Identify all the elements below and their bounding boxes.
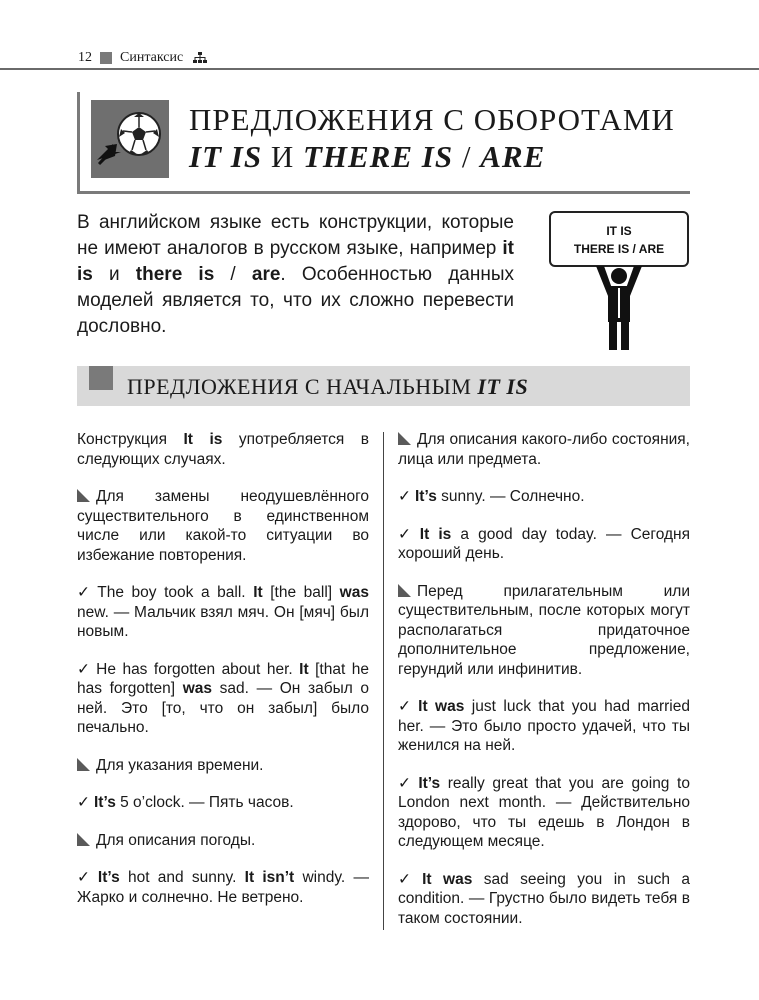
case-text: Для описания погоды. bbox=[96, 831, 256, 849]
intro-text-4: . Особенностью данных моделей является то, что их сложно перевести дословно. bbox=[77, 264, 514, 337]
check-icon: ✓ bbox=[398, 870, 419, 888]
example-bold: It bbox=[299, 660, 309, 678]
title-slash: / bbox=[453, 139, 481, 174]
sitemap-icon bbox=[193, 52, 207, 64]
title-conj: И bbox=[262, 139, 303, 174]
column-divider bbox=[383, 432, 384, 930]
title-bottom-bar bbox=[77, 191, 690, 194]
example-item bbox=[398, 487, 690, 507]
example-bold: It’s bbox=[97, 869, 120, 886]
sign-person-icon bbox=[548, 210, 690, 350]
header-square-icon bbox=[100, 52, 112, 64]
case-text: Для описания какого-либо состояния, лица или предмета. bbox=[398, 431, 690, 468]
example-text: The boy took a ball. bbox=[97, 584, 254, 601]
example-bold: It bbox=[253, 584, 263, 601]
check-icon: ✓ bbox=[77, 584, 94, 601]
example-bold: It was bbox=[422, 870, 473, 888]
intro-bold-2: there is bbox=[135, 264, 215, 285]
example-item bbox=[77, 793, 369, 813]
section-square-icon bbox=[89, 366, 113, 390]
left-column bbox=[77, 430, 369, 925]
right-column bbox=[398, 430, 690, 946]
triangle-bullet-icon bbox=[77, 489, 90, 502]
example-text: windy. — Жарко и солнечно. Не ветрено. bbox=[77, 869, 369, 906]
cursor-arrow-icon bbox=[97, 144, 121, 164]
example-item bbox=[398, 525, 690, 564]
example-item bbox=[398, 774, 690, 852]
example-text: new. — Мальчик взял мяч. Он [мяч] был новым. bbox=[77, 603, 369, 640]
case-item bbox=[398, 582, 690, 680]
section-heading-band bbox=[77, 366, 690, 406]
page-number: 12 bbox=[78, 50, 92, 65]
example-text: 5 o’clock. — Пять часов. bbox=[115, 794, 294, 811]
sign-line2: THERE IS / ARE bbox=[573, 242, 665, 256]
check-icon: ✓ bbox=[398, 774, 415, 792]
title-there-is: THERE IS bbox=[302, 139, 454, 174]
example-text: sad seeing you in such a condition. — Грустно было видеть тебя в таком состоянии. bbox=[398, 870, 690, 927]
chapter-title-line1: ПРЕДЛОЖЕНИЯ С ОБОРОТАМИ bbox=[189, 102, 675, 137]
example-bold: It’s bbox=[418, 774, 441, 792]
example-text: sunny. — Солнечно. bbox=[436, 488, 585, 505]
example-text: just luck that you had married her. — Это было просто удачей, что ты женился на ней. bbox=[398, 698, 690, 754]
running-header bbox=[78, 50, 207, 66]
left-intro-text: Конструкция bbox=[77, 431, 184, 448]
section-heading bbox=[127, 374, 528, 400]
title-are: ARE bbox=[480, 139, 546, 174]
check-icon: ✓ bbox=[77, 869, 94, 886]
example-bold: It is bbox=[419, 525, 452, 543]
title-left-bar bbox=[77, 92, 80, 194]
soccer-ball-icon bbox=[118, 113, 160, 155]
example-bold: It isn’t bbox=[244, 869, 295, 886]
left-intro-tail: употребляется в следующих случаях. bbox=[77, 431, 369, 468]
example-text: sad. — Он забыл о ней. Это [то, что он забыл] было печально. bbox=[77, 680, 369, 736]
header-rule bbox=[0, 68, 759, 70]
example-bold: was bbox=[182, 680, 213, 697]
triangle-bullet-icon bbox=[398, 584, 411, 597]
case-item bbox=[398, 430, 690, 469]
intro-text-1: В английском языке есть конструкции, которые не имеют аналогов в русском языке, например bbox=[77, 212, 514, 259]
header-section: Синтаксис bbox=[120, 50, 184, 65]
left-intro bbox=[77, 430, 369, 469]
intro-text-3: / bbox=[214, 264, 252, 285]
example-text: He has forgotten about her. bbox=[96, 660, 300, 678]
case-item bbox=[77, 756, 369, 776]
check-icon: ✓ bbox=[77, 794, 90, 811]
title-it-is: IT IS bbox=[189, 139, 263, 174]
case-text: Для замены неодушевлённого существительного в единственном числе или какой-то ситуации во избежание повторения. bbox=[77, 488, 369, 564]
example-text: really great that you are going to London next month. — Действительно здорово, что ты едешь в Лондон в следующем месяце. bbox=[398, 774, 690, 850]
example-text: [that he has forgotten] bbox=[77, 660, 369, 697]
example-text: [the ball] bbox=[262, 584, 340, 601]
example-bold: was bbox=[339, 584, 369, 601]
case-item bbox=[77, 487, 369, 565]
example-bold: It’s bbox=[94, 794, 116, 811]
triangle-bullet-icon bbox=[77, 833, 90, 846]
chapter-title-line2 bbox=[189, 139, 545, 175]
example-item bbox=[77, 583, 369, 642]
title-icon-box bbox=[91, 100, 169, 178]
example-bold: It was bbox=[418, 698, 465, 715]
example-item bbox=[77, 660, 369, 738]
intro-paragraph bbox=[77, 210, 514, 340]
intro-text-2: и bbox=[92, 264, 136, 285]
triangle-bullet-icon bbox=[77, 758, 90, 771]
check-icon: ✓ bbox=[398, 525, 416, 543]
case-text: Для указания времени. bbox=[96, 756, 264, 774]
check-icon: ✓ bbox=[398, 698, 415, 715]
case-text: Перед прилагательным или существительным, после которых могут располагаться придаточное дополнительное предложение, герундий или инфинитив. bbox=[398, 582, 690, 678]
section-heading-text: ПРЕДЛОЖЕНИЯ С НАЧАЛЬНЫМ bbox=[127, 374, 478, 399]
intro-bold-3: are bbox=[251, 264, 281, 285]
check-icon: ✓ bbox=[77, 660, 93, 678]
left-intro-bold: It is bbox=[183, 431, 223, 448]
intro-bold-1: it is bbox=[77, 238, 514, 285]
example-text: hot and sunny. bbox=[119, 869, 245, 886]
example-bold: It’s bbox=[415, 488, 437, 505]
triangle-bullet-icon bbox=[398, 432, 411, 445]
example-item bbox=[77, 868, 369, 907]
example-text: a good day today. — Сегодня хороший день. bbox=[398, 525, 690, 562]
example-item bbox=[398, 697, 690, 756]
sign-line1: IT IS bbox=[606, 224, 632, 238]
case-item bbox=[77, 831, 369, 851]
example-item bbox=[398, 870, 690, 929]
check-icon: ✓ bbox=[398, 488, 411, 505]
chapter-title-block bbox=[77, 92, 690, 194]
section-heading-it-is: IT IS bbox=[477, 374, 529, 399]
